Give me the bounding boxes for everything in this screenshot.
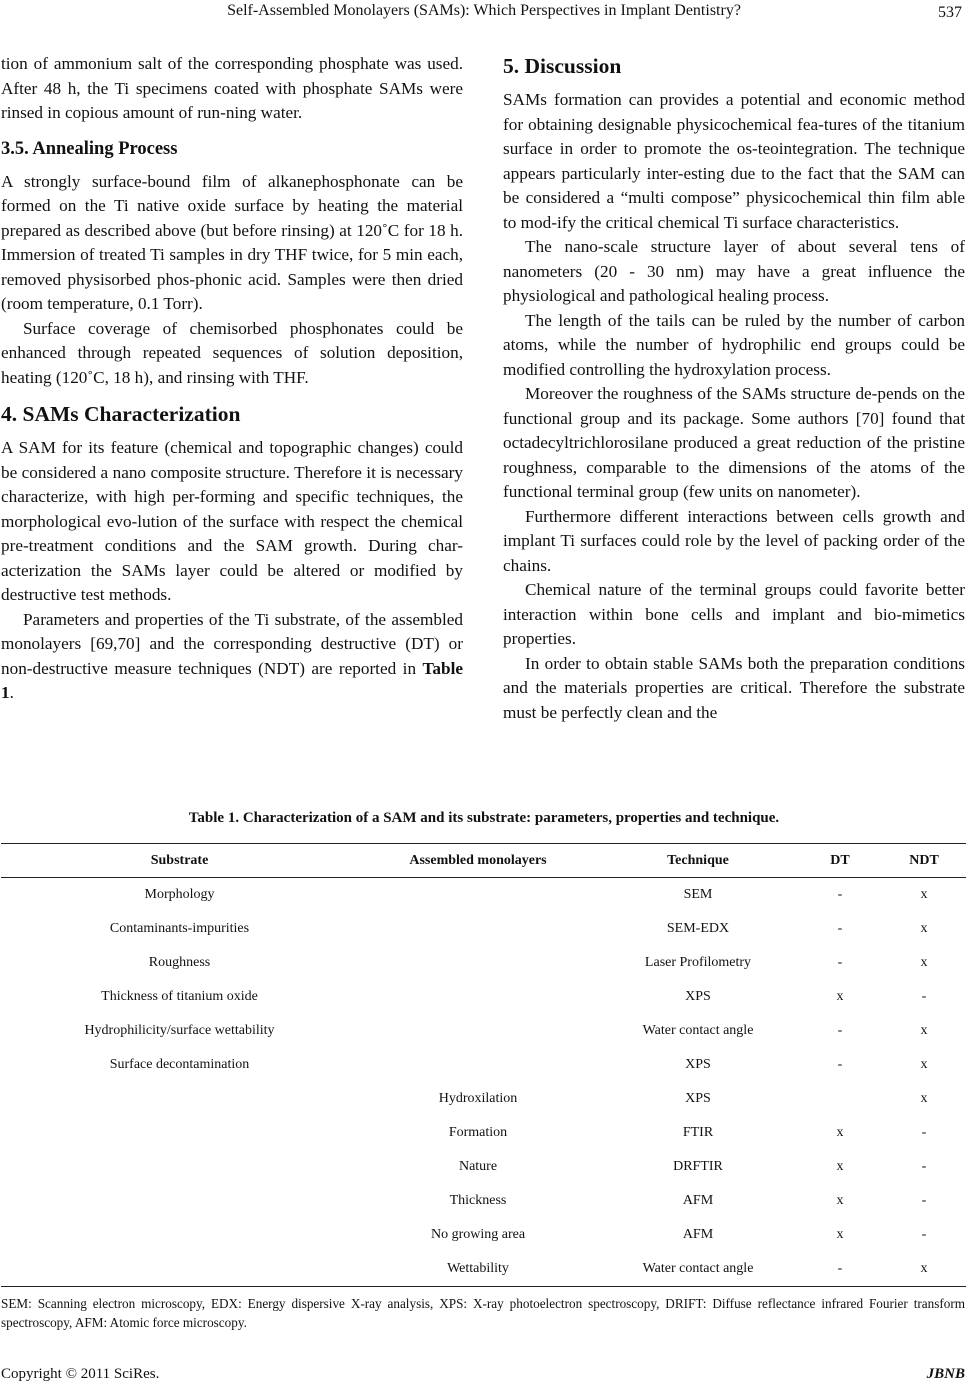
table-cell	[358, 1014, 598, 1048]
table-cell: Wettability	[358, 1252, 598, 1287]
table-cell: x	[920, 921, 928, 936]
table-cell: No growing area	[430, 1227, 526, 1242]
table-cell: XPS	[685, 989, 711, 1004]
paragraph: A SAM for its feature (chemical and topographic changes) could be considered a nano composite structure. Therefore it is necessary characterize, with high per-forming and specific techniques, the morphological evo-lution of the surface with respect the chemical pre-treatment conditions and the SAM growth. During char-acterization the SAMs layer could be altered or modified by destructive test methods.	[1, 438, 463, 604]
table-cell: -	[837, 1057, 843, 1072]
table-cell: Laser Profilometry	[644, 955, 752, 970]
left-column	[1, 52, 463, 706]
table-reference-link[interactable]: Table 1	[1, 658, 463, 702]
table-cell: -	[921, 1125, 927, 1140]
table-cell: SEM	[683, 887, 713, 902]
table-cell: x	[920, 955, 928, 970]
table-cell: -	[837, 921, 843, 936]
table-cell: x	[836, 1193, 844, 1208]
table-row	[1, 1048, 966, 1082]
table-cell: AFM	[682, 1193, 714, 1208]
table-cell: -	[921, 1227, 927, 1242]
table-cell: Surface decontamination	[109, 1057, 250, 1072]
table-cell: XPS	[685, 1057, 711, 1072]
table-header-row	[1, 844, 966, 878]
table-cell	[358, 946, 598, 980]
table-row	[1, 1252, 966, 1287]
paragraph: Moreover the roughness of the SAMs structure de-pends on the functional group and its package. Some authors [70] found that octadecyltrichlorosilane produced a great reduction of the pristine roughness, comparable to the dimensions of the atoms of the functional terminal group (few units on nanometer).	[503, 384, 965, 501]
table-cell: Thickness	[449, 1193, 507, 1208]
table-footnote: SEM: Scanning electron microscopy, EDX: Energy dispersive X-ray analysis, XPS: X-ray photoelectron spectroscopy, DRIFT: Diffuse reflectance infrared Fourier transform spectroscopy, AFM: Atomic force microscopy.	[1, 1296, 965, 1330]
table-cell: x	[920, 887, 928, 902]
paragraph-text: .	[9, 683, 14, 702]
table-cell	[1, 1116, 358, 1150]
right-column	[503, 52, 965, 725]
table-cell: -	[837, 887, 843, 902]
copyright-text: Copyright © 2011 SciRes.	[1, 1366, 160, 1382]
table-cell: DRFTIR	[673, 1159, 723, 1174]
table-cell: Hydrophilicity/surface wettability	[84, 1023, 275, 1038]
table-cell: Roughness	[148, 955, 211, 970]
table-cell: -	[798, 1252, 882, 1287]
table-row	[1, 1014, 966, 1048]
table-cell: FTIR	[682, 1125, 714, 1140]
section-heading-characterization: 4. SAMs Characterization	[1, 402, 241, 426]
table-cell: Hydroxilation	[438, 1091, 518, 1106]
table-cell	[1, 1150, 358, 1184]
table-cell: Nature	[458, 1159, 498, 1174]
table-cell: SEM-EDX	[666, 921, 730, 936]
table-caption: Table 1. Characterization of a SAM and its substrate: parameters, properties and technique.	[188, 810, 780, 826]
table-cell	[358, 1048, 598, 1082]
table-row	[1, 980, 966, 1014]
table-cell: x	[920, 1057, 928, 1072]
table-row	[1, 1184, 966, 1218]
table-cell	[1, 1218, 358, 1252]
table-row	[1, 1082, 966, 1116]
column-header: Assembled monolayers	[358, 844, 598, 878]
table-cell: -	[837, 1023, 843, 1038]
section-heading-annealing: 3.5. Annealing Process	[1, 138, 178, 159]
page-header	[0, 0, 968, 28]
journal-abbreviation: JBNB	[926, 1366, 965, 1382]
table-cell	[358, 878, 598, 913]
table-cell: Water contact angle	[598, 1252, 798, 1287]
characterization-table	[1, 843, 966, 1287]
paragraph-text: Parameters and properties of the Ti substrate, of the assembled monolayers [69,70] and the corresponding destructive (DT) or non-destructive measure techniques (NDT) are reported in	[1, 609, 463, 678]
paragraph: SAMs formation can provides a potential and economic method for obtaining designable physicochemical fea-tures of the titanium surface in order to promote the os-teointegration. The technique appears particularly inter-esting due to the fact that the SAM can be considered a “multi compose” physicochemical thin film able to mod-ify the critical chemical Ti surface characteristics.	[503, 90, 965, 232]
table-cell	[798, 1082, 882, 1116]
column-header: Substrate	[1, 844, 358, 878]
table-cell: AFM	[682, 1227, 714, 1242]
table-row	[1, 1218, 966, 1252]
table-cell: Water contact angle	[642, 1023, 754, 1038]
table-cell: -	[921, 989, 927, 1004]
paragraph: Surface coverage of chemisorbed phosphonates could be enhanced through repeated sequences of solution deposition, heating (120˚C, 18 h), and rinsing with THF.	[1, 318, 463, 387]
table-row	[1, 1116, 966, 1150]
table-cell	[358, 980, 598, 1014]
paragraph: Chemical nature of the terminal groups could favorite better interaction within bone cells and implant and bio-mimetics properties.	[503, 580, 965, 648]
table-cell	[1, 1082, 358, 1116]
table-row	[1, 1150, 966, 1184]
table-cell: x	[882, 1252, 966, 1287]
table-cell	[1, 1184, 358, 1218]
section-heading-discussion: 5. Discussion	[503, 54, 622, 78]
table-cell: Formation	[448, 1125, 508, 1140]
table-row	[1, 946, 966, 980]
table-cell: x	[836, 1125, 844, 1140]
table-cell: x	[920, 1091, 928, 1106]
paragraph: Furthermore different interactions between cells growth and implant Ti surfaces could role by the level of packing order of the chains.	[503, 506, 965, 575]
paragraph: The nano-scale structure layer of about several tens of nanometers (20 - 30 nm) may have a great influence the physiological and pathological healing process.	[503, 237, 965, 305]
table-cell: x	[920, 1023, 928, 1038]
table-cell: XPS	[685, 1091, 711, 1106]
table-cell: x	[836, 1159, 844, 1174]
column-header: NDT	[882, 844, 966, 878]
table-row	[1, 878, 966, 913]
paragraph: In order to obtain stable SAMs both the preparation conditions and the materials properties are critical. Therefore the substrate must be perfectly clean and the	[503, 653, 965, 722]
table-cell: x	[836, 1227, 844, 1242]
column-header: Technique	[598, 844, 798, 878]
table-cell: -	[921, 1159, 927, 1174]
table-row	[1, 912, 966, 946]
table-cell: -	[837, 955, 843, 970]
paragraph-table-reference	[1, 608, 463, 706]
paragraph: The length of the tails can be ruled by the number of carbon atoms, while the number of hydrophilic end groups could be modified controlling the hydroxylation process.	[503, 310, 965, 379]
table-cell: Contaminants-impurities	[109, 921, 250, 936]
paragraph: A strongly surface-bound film of alkanephosphonate can be formed on the Ti native oxide surface by heating the material prepared as described above (but before rinsing) at 120˚C for 18 h. Immersion of treated Ti samples in dry THF twice, for 5 min each, removed physisorbed phos-phonic acid. Samples were then dried (room temperature, 0.1 Torr).	[1, 171, 463, 313]
table-cell	[358, 912, 598, 946]
table-cell: Thickness of titanium oxide	[101, 989, 258, 1004]
page-number: 537	[938, 4, 962, 21]
running-title: Self-Assembled Monolayers (SAMs): Which Perspectives in Implant Dentistry?	[227, 2, 741, 19]
paragraph: tion of ammonium salt of the corresponding phosphate was used. After 48 h, the Ti specimens coated with phosphate SAMs were rinsed in copious amount of run-ning water.	[1, 54, 463, 122]
table-cell: x	[836, 989, 844, 1004]
table-cell	[1, 1252, 358, 1287]
table-cell: Morphology	[144, 887, 215, 902]
column-header: DT	[798, 844, 882, 878]
table-cell: -	[921, 1193, 927, 1208]
